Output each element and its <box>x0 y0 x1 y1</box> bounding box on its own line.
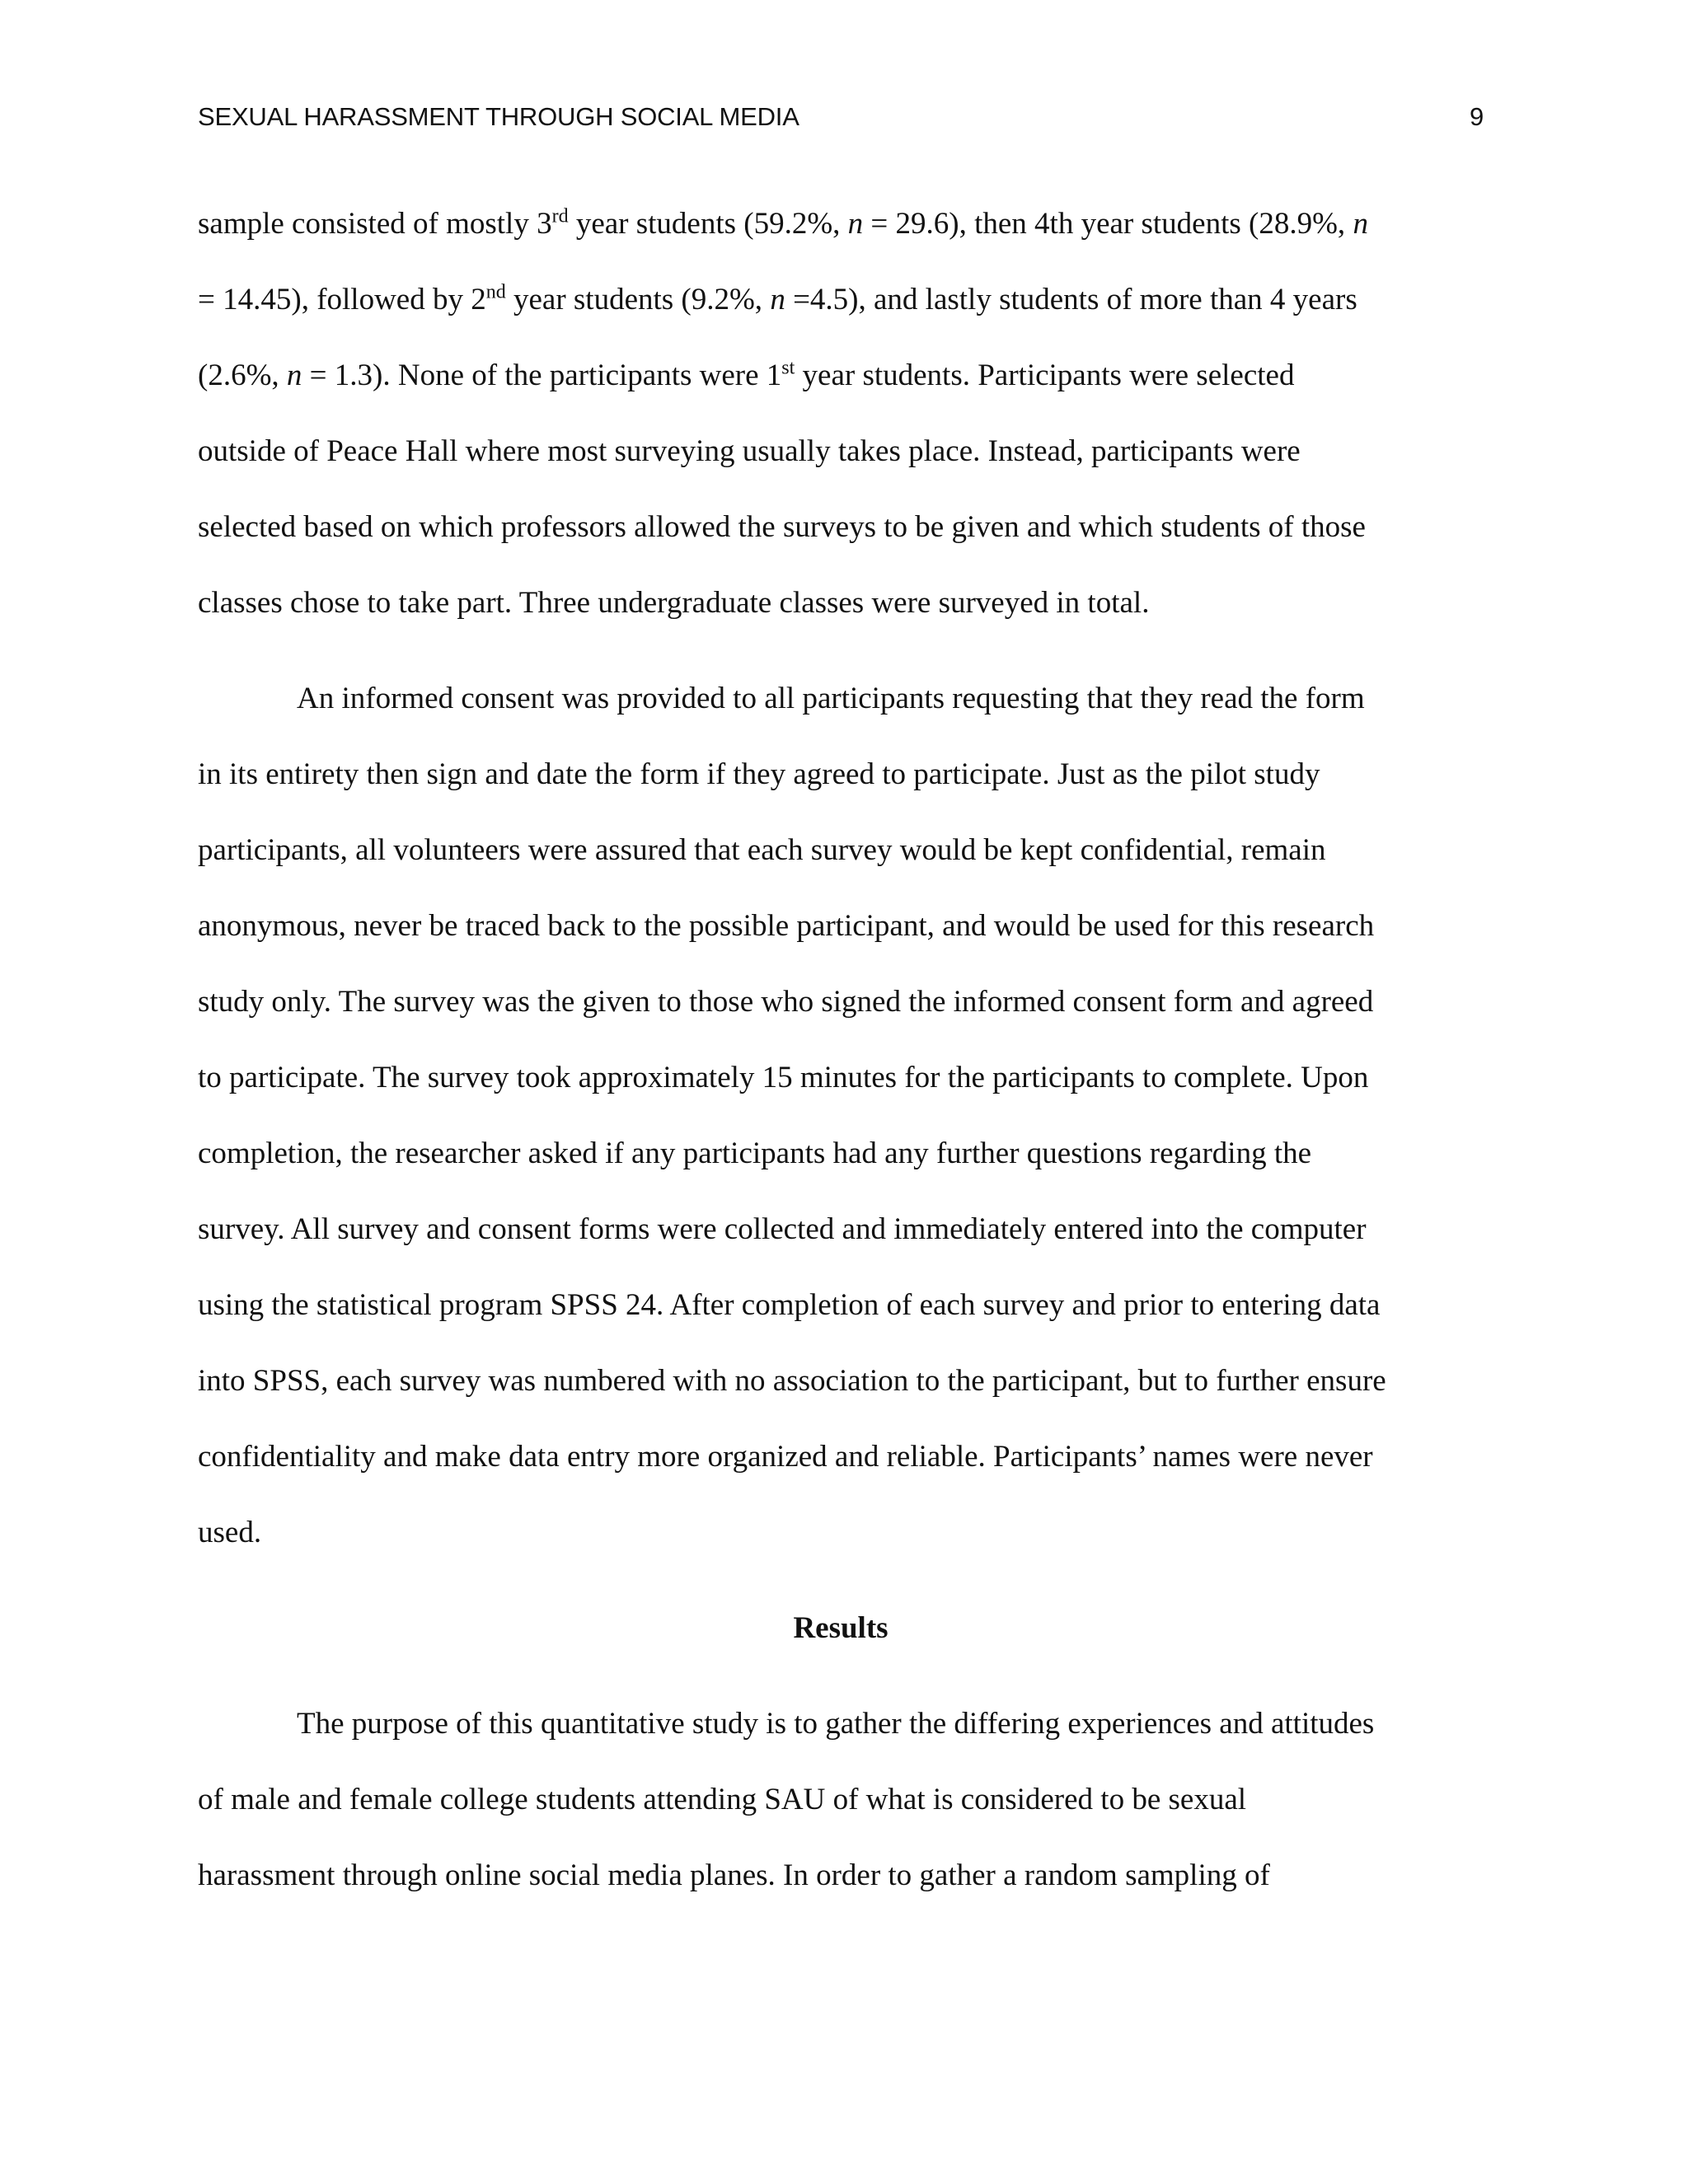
text-line: confidentiality and make data entry more organized and reliable. Participants’ names were never <box>198 1440 1373 1474</box>
text-line: anonymous, never be traced back to the possible participant, and would be used for this research <box>198 909 1375 943</box>
running-head-title: SEXUAL HARASSMENT THROUGH SOCIAL MEDIA <box>198 102 799 131</box>
italic-n: n <box>1353 207 1368 241</box>
paragraph-informed-consent <box>198 661 1484 1571</box>
paragraph-spacer <box>198 641 1484 661</box>
text-line: of male and female college students attending SAU of what is considered to be sexual <box>198 1783 1247 1816</box>
text-line: selected based on which professors allowed the surveys to be given and which students of those <box>198 510 1366 544</box>
text-line: An informed consent was provided to all participants requesting that they read the form <box>297 682 1365 715</box>
superscript: nd <box>485 281 506 303</box>
text-run: year students (59.2%, <box>568 207 848 241</box>
italic-n: n <box>770 283 785 316</box>
text-line: completion, the researcher asked if any participants had any further questions regarding the <box>198 1137 1312 1170</box>
text-run: = 14.45), followed by 2 <box>198 283 486 316</box>
text-run: = 1.3). None of the participants were 1 <box>302 359 782 392</box>
text-line <box>198 262 1484 338</box>
text-line: used. <box>198 1516 262 1549</box>
text-line: participants, all volunteers were assured that each survey would be kept confidential, remain <box>198 833 1326 867</box>
text-run: sample consisted of mostly 3 <box>198 207 552 241</box>
text-run: (2.6%, <box>198 359 287 392</box>
text-line <box>198 338 1484 414</box>
text-line: to participate. The survey took approximately 15 minutes for the participants to complete. Upon <box>198 1061 1369 1094</box>
body-text <box>198 186 1484 1914</box>
text-line: in its entirety then sign and date the form if they agreed to participate. Just as the pilot study <box>198 757 1320 791</box>
text-line <box>198 186 1484 262</box>
page-number: 9 <box>1469 102 1484 131</box>
text-line: into SPSS, each survey was numbered with no association to the participant, but to further ensure <box>198 1364 1386 1398</box>
text-line: survey. All survey and consent forms were collected and immediately entered into the computer <box>198 1212 1367 1246</box>
section-results <box>198 1591 1484 1914</box>
text-run: year students (9.2%, <box>505 283 771 316</box>
italic-n: n <box>847 207 864 241</box>
paragraph-participants-continued <box>198 186 1484 641</box>
text-line: harassment through online social media planes. In order to gather a random sampling of <box>198 1858 1270 1892</box>
text-line: using the statistical program SPSS 24. After completion of each survey and prior to entering data <box>198 1288 1381 1322</box>
text-run: year students. Participants were selected <box>795 359 1295 392</box>
superscript: rd <box>551 205 569 227</box>
text-run: = 29.6), then 4th year students (28.9%, <box>863 207 1353 241</box>
section-spacer <box>198 1571 1484 1591</box>
section-heading-results: Results <box>793 1611 889 1645</box>
text-run: =4.5), and lastly students of more than 4 years <box>785 283 1357 316</box>
text-line: The purpose of this quantitative study is to gather the differing experiences and attitudes <box>297 1707 1375 1741</box>
text-line: study only. The survey was the given to those who signed the informed consent form and agreed <box>198 985 1374 1019</box>
italic-n: n <box>286 359 302 392</box>
text-line: classes chose to take part. Three undergraduate classes were surveyed in total. <box>198 586 1150 620</box>
superscript: st <box>781 357 795 379</box>
text-line: outside of Peace Hall where most surveying usually takes place. Instead, participants were <box>198 434 1301 468</box>
running-head <box>198 97 1484 137</box>
paragraph-spacer <box>198 1666 1484 1686</box>
